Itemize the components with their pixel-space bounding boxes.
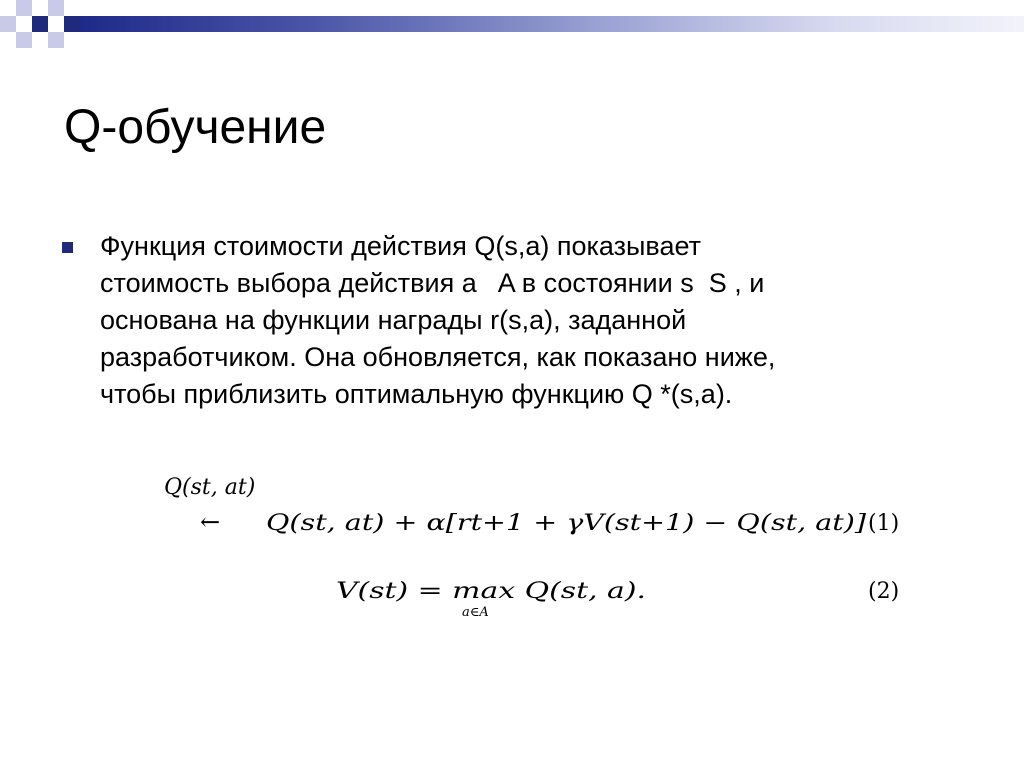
equation-1-number: (1) — [868, 511, 900, 536]
decor-square — [0, 16, 16, 32]
bullet-text — [100, 228, 775, 413]
decor-square — [16, 0, 32, 16]
decor-square — [48, 32, 64, 48]
decor-square — [64, 16, 80, 32]
equation-2-subscript: a∈A — [462, 605, 489, 620]
square-bullet-icon — [62, 242, 73, 253]
decor-square — [32, 16, 48, 32]
bullet-line: основана на функции награды r(s,a), заданной — [100, 305, 687, 335]
formula-svg — [160, 470, 920, 620]
equation-1-rhs: Q(st, at) + α[rt+1 + γV(st+1) − Q(st, at)] — [266, 511, 867, 536]
bullet-line: стоимость выбора действия a A в состоянии s S , и — [100, 268, 765, 298]
bullet-line: разработчиком. Она обновляется, как показано ниже, — [100, 342, 776, 372]
decorative-header-band — [0, 0, 1024, 48]
bullet-line: Функция стоимости действия Q(s,a) показывает — [100, 231, 701, 261]
slide-title: Q-обучение — [64, 101, 327, 154]
bullet-line: чтобы приблизить оптимальную функцию Q *(s,a). — [100, 379, 733, 409]
equation-2: V(st) = max Q(st, a). — [336, 579, 646, 604]
equation-2-number: (2) — [868, 579, 900, 604]
equation-1-lhs: Q(st, at) — [164, 475, 256, 500]
decor-square — [16, 32, 32, 48]
equation-1-arrow: ← — [200, 508, 221, 536]
decor-gradient-line — [80, 16, 1024, 32]
decor-square — [48, 0, 64, 16]
formula-block — [160, 470, 920, 620]
